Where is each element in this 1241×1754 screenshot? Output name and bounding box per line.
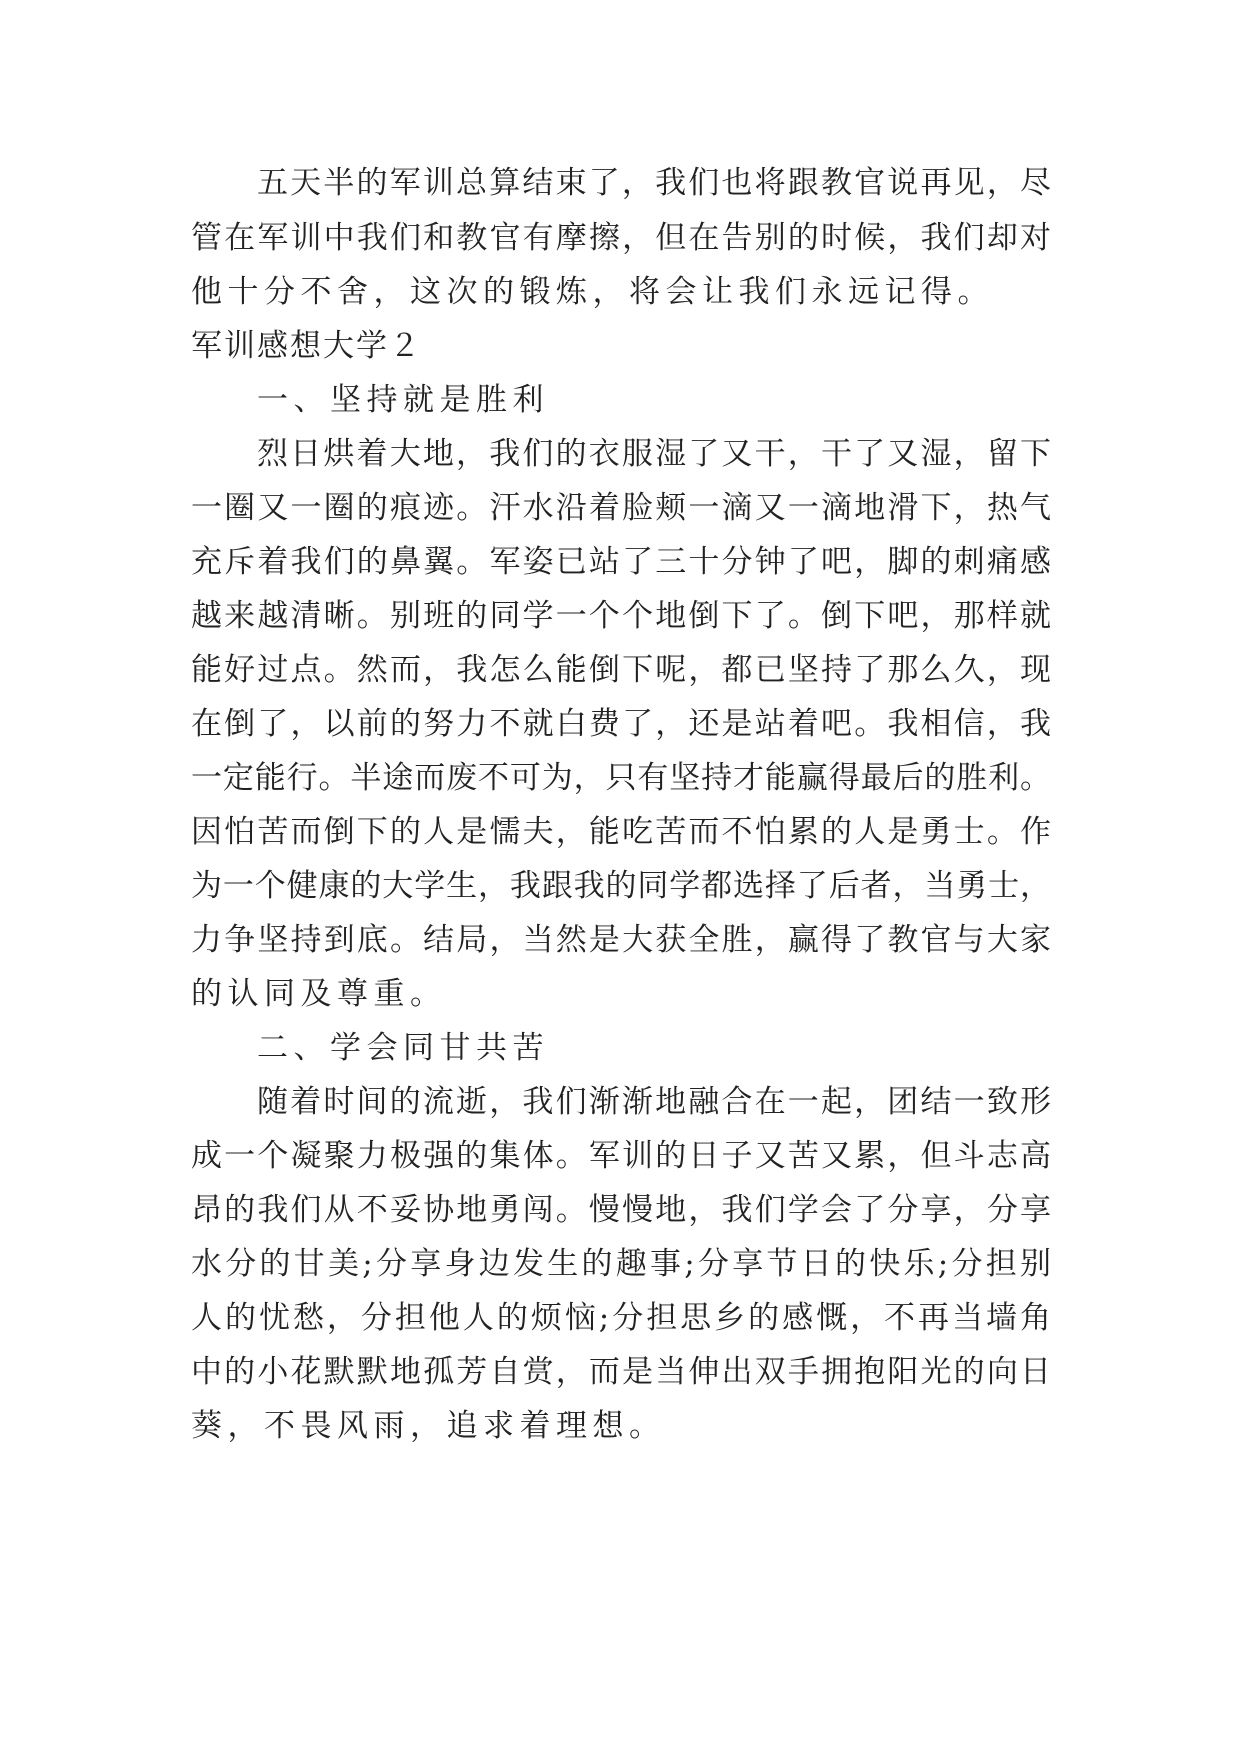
paragraph-line: 管在军训中我们和教官有摩擦，但在告别的时候，我们却对 bbox=[191, 220, 1051, 256]
paragraph-line: 水分的甘美;分享身边发生的趣事;分享节日的快乐;分担别 bbox=[191, 1246, 1051, 1282]
paragraph-line: 一圈又一圈的痕迹。汗水沿着脸颊一滴又一滴地滑下，热气 bbox=[191, 490, 1051, 526]
paragraph-line: 越来越清晰。别班的同学一个个地倒下了。倒下吧，那样就 bbox=[191, 598, 1051, 634]
paragraph-line: 在倒了，以前的努力不就白费了，还是站着吧。我相信，我 bbox=[191, 706, 1051, 742]
paragraph-line: 葵，不畏风雨，追求着理想。 bbox=[191, 1408, 666, 1444]
paragraph-line: 一定能行。半途而废不可为，只有坚持才能赢得最后的胜利。 bbox=[191, 760, 1051, 796]
section-heading: 二、学会同甘共苦 bbox=[257, 1030, 549, 1066]
paragraph-line: 力争坚持到底。结局，当然是大获全胜，赢得了教官与大家 bbox=[191, 922, 1051, 958]
section-heading: 一、坚持就是胜利 bbox=[257, 382, 549, 418]
paragraph-line: 中的小花默默地孤芳自赏，而是当伸出双手拥抱阳光的向日 bbox=[191, 1354, 1051, 1390]
paragraph-line: 烈日烘着大地，我们的衣服湿了又干，干了又湿，留下 bbox=[257, 436, 1051, 472]
section-title: 军训感想大学２ bbox=[191, 328, 422, 364]
paragraph-line: 成一个凝聚力极强的集体。军训的日子又苦又累，但斗志高 bbox=[191, 1138, 1051, 1174]
paragraph-line: 充斥着我们的鼻翼。军姿已站了三十分钟了吧，脚的刺痛感 bbox=[191, 544, 1051, 580]
paragraph-line: 他十分不舍，这次的锻炼，将会让我们永远记得。 bbox=[191, 274, 994, 310]
paragraph-line: 人的忧愁，分担他人的烦恼;分担思乡的感慨，不再当墙角 bbox=[191, 1300, 1051, 1336]
paragraph-line: 随着时间的流逝，我们渐渐地融合在一起，团结一致形 bbox=[257, 1084, 1051, 1120]
paragraph-line: 昂的我们从不妥协地勇闯。慢慢地，我们学会了分享，分享 bbox=[191, 1192, 1051, 1228]
paragraph-line: 为一个健康的大学生，我跟我的同学都选择了后者，当勇士， bbox=[191, 868, 1051, 904]
paragraph-line: 能好过点。然而，我怎么能倒下呢，都已坚持了那么久，现 bbox=[191, 652, 1051, 688]
paragraph-line: 的认同及尊重。 bbox=[191, 976, 447, 1012]
paragraph-line: 因怕苦而倒下的人是懦夫，能吃苦而不怕累的人是勇士。作 bbox=[191, 814, 1051, 850]
paragraph-line: 五天半的军训总算结束了，我们也将跟教官说再见，尽 bbox=[257, 165, 1051, 201]
